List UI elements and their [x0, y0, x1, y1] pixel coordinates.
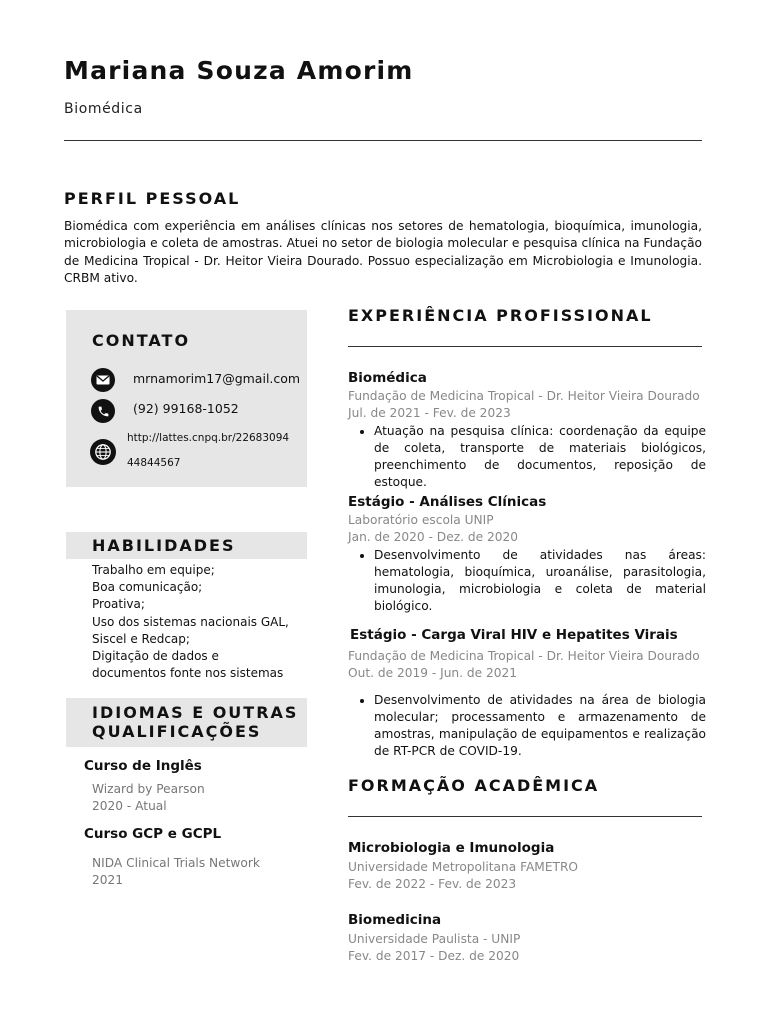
- phone-icon: [91, 399, 115, 423]
- header-divider: [64, 140, 702, 141]
- globe-icon: [90, 439, 116, 465]
- job-bullets: [348, 547, 706, 615]
- resume-role: Biomédica: [64, 101, 143, 117]
- job-bullet: • Atuação na pesquisa clínica: coordenação da equipe de coleta, transporte de materiais biológicos, preenchimento de documentos, reposição de estoque.: [374, 423, 706, 491]
- skills-title: HABILIDADES: [92, 536, 236, 555]
- education-school: Universidade Paulista - UNIP: [348, 932, 521, 946]
- profile-title: PERFIL PESSOAL: [64, 189, 241, 208]
- education-date: Fev. de 2017 - Dez. de 2020: [348, 949, 520, 963]
- qualification-org: Wizard by Pearson: [92, 782, 205, 796]
- qualification-date: 2020 - Atual: [92, 799, 167, 813]
- contact-phone[interactable]: (92) 99168-1052: [133, 401, 239, 416]
- experience-divider: [348, 346, 702, 347]
- skill-item: Siscel e Redcap;: [92, 631, 190, 646]
- job-title: Estágio - Análises Clínicas: [348, 494, 547, 510]
- education-degree: Biomedicina: [348, 912, 442, 928]
- email-icon: [91, 368, 115, 392]
- qualification-date: 2021: [92, 873, 124, 887]
- job-bullet: • Desenvolvimento de atividades nas áreas: hematologia, bioquímica, uroanálise, parasitologia, imunologia, microbiologia e coleta de material biológico.: [374, 547, 706, 615]
- skills-list: [92, 562, 307, 682]
- job-date: Jan. de 2020 - Dez. de 2020: [348, 530, 518, 544]
- job-org: Fundação de Medicina Tropical - Dr. Heitor Vieira Dourado: [348, 389, 700, 403]
- skill-item: Trabalho em equipe;: [92, 563, 215, 577]
- job-date: Jul. de 2021 - Fev. de 2023: [348, 406, 511, 420]
- qualification-title: Curso GCP e GCPL: [84, 826, 222, 842]
- profile-text: Biomédica com experiência em análises clínicas nos setores de hematologia, bioquímica, imunologia, microbiologia e coleta de amostras. Atuei no setor de biologia molecular e pesquisa clínica na Fundação de Medicina Tropical - Dr. Heitor Vieira Dourado. Possuo especialização em Microbiologia e Imunologia. CRBM ativo.: [64, 219, 702, 286]
- contact-lattes-line2[interactable]: 44844567: [127, 457, 181, 469]
- skill-item: Boa comunicação;: [92, 580, 203, 595]
- skill-item: Digitação de dados e: [92, 649, 219, 664]
- job-bullets: [348, 692, 706, 760]
- job-bullet: • Desenvolvimento de atividades na área de biologia molecular; processamento e armazenamento de amostras, manipulação de equipamentos e realização de RT-PCR de COVID-19.: [374, 692, 706, 760]
- education-date: Fev. de 2022 - Fev. de 2023: [348, 877, 517, 891]
- resume-name: Mariana Souza Amorim: [64, 56, 414, 85]
- contact-email[interactable]: mrnamorim17@gmail.com: [133, 371, 301, 386]
- education-degree: Microbiologia e Imunologia: [348, 840, 555, 856]
- job-date: Out. de 2019 - Jun. de 2021: [348, 666, 518, 680]
- skill-item: Uso dos sistemas nacionais GAL,: [92, 614, 289, 629]
- qualification-title: Curso de Inglês: [84, 758, 202, 774]
- job-title: Estágio - Carga Viral HIV e Hepatites Virais: [350, 627, 678, 643]
- experience-title: EXPERIÊNCIA PROFISSIONAL: [348, 306, 653, 325]
- job-org: Fundação de Medicina Tropical - Dr. Heitor Vieira Dourado: [348, 649, 700, 663]
- languages-title: [92, 703, 298, 741]
- contact-lattes-line1[interactable]: http://lattes.cnpq.br/22683094: [127, 432, 290, 444]
- job-title: Biomédica: [348, 370, 427, 386]
- languages-title-line1: IDIOMAS E OUTRAS: [92, 703, 299, 722]
- education-divider: [348, 816, 702, 817]
- job-org: Laboratório escola UNIP: [348, 513, 494, 527]
- skill-item: documentos fonte nos sistemas: [92, 666, 284, 681]
- contact-title: CONTATO: [92, 331, 191, 350]
- education-title: FORMAÇÃO ACADÊMICA: [348, 776, 600, 795]
- skill-item: Proativa;: [92, 597, 145, 612]
- languages-title-line2: QUALIFICAÇÕES: [92, 722, 262, 741]
- education-school: Universidade Metropolitana FAMETRO: [348, 860, 579, 874]
- job-bullets: [348, 423, 706, 491]
- qualification-org: NIDA Clinical Trials Network: [92, 856, 260, 870]
